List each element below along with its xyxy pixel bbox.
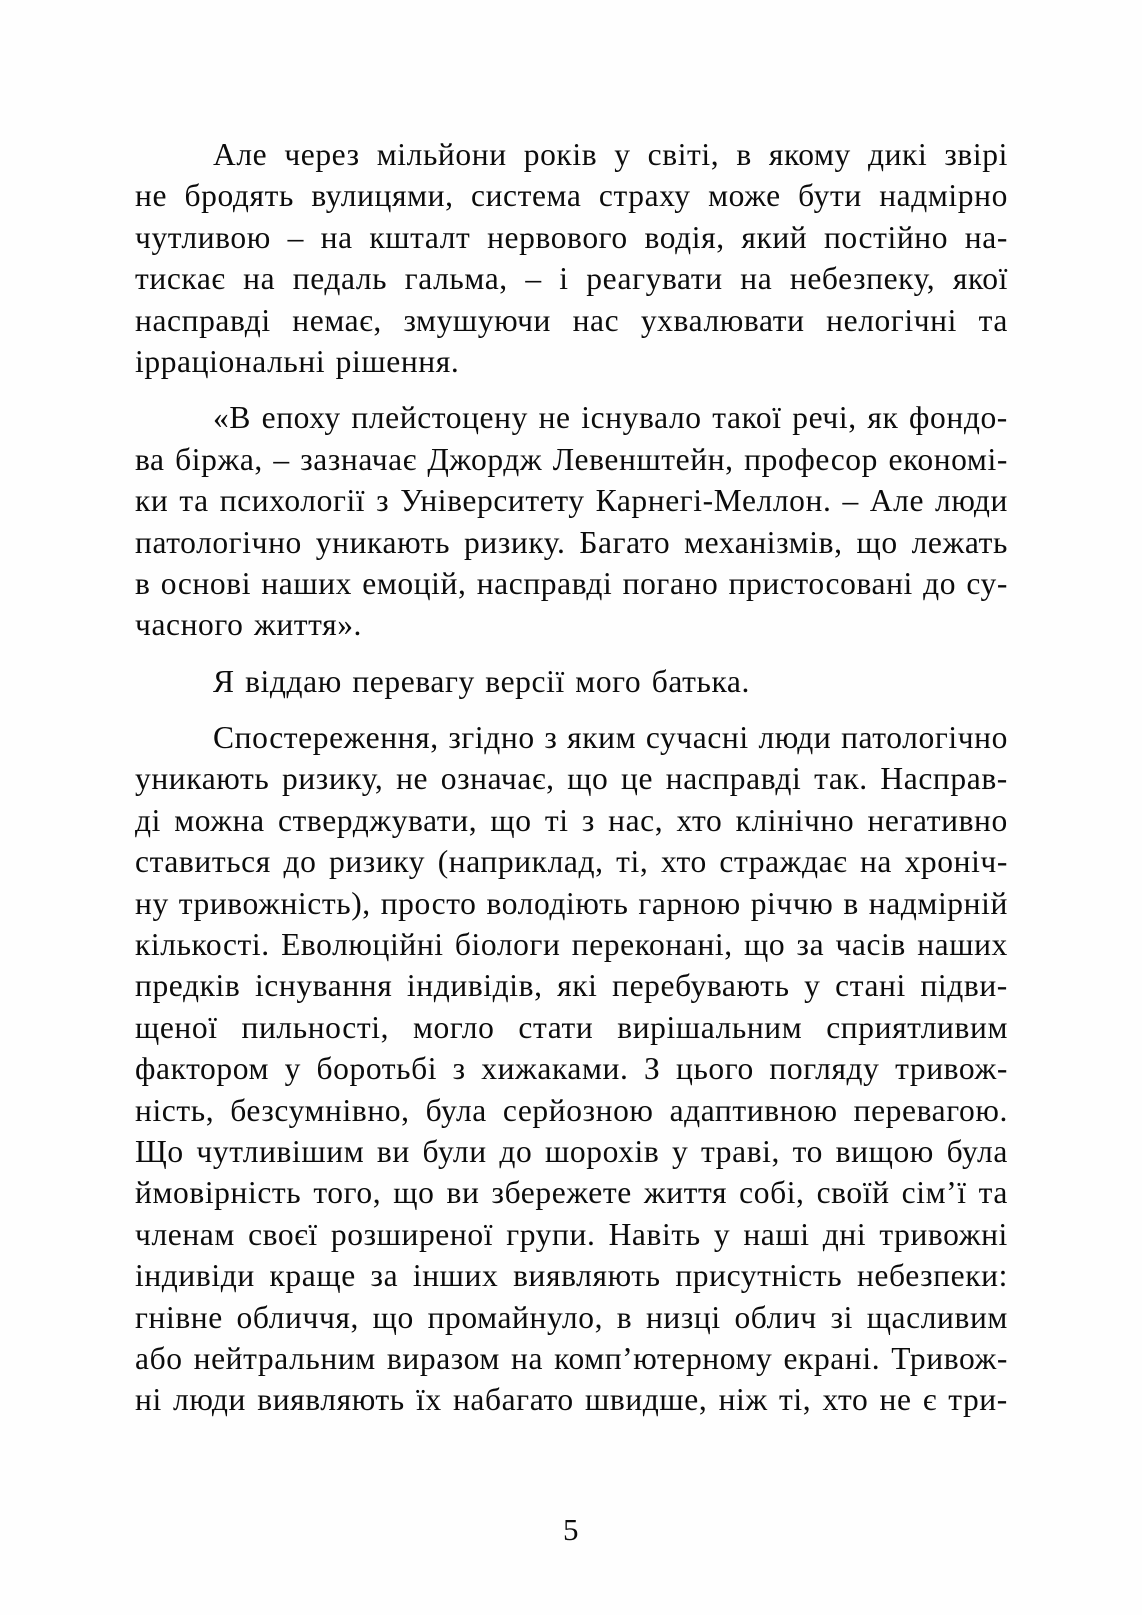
page-number: 5 <box>563 1512 579 1547</box>
text-line: ставиться до ризику (наприклад, ті, хто страждає на хроніч- <box>135 844 1008 880</box>
text-line: часного життя». <box>135 607 363 643</box>
text-line: членам своєї розширеної групи. Навіть у наші дні тривожні <box>135 1216 1008 1252</box>
paragraph <box>135 661 1008 702</box>
text-line: Що чутливішим ви були до шорохів у траві, то вищою була <box>135 1133 1008 1169</box>
text-line: предків існування індивідів, які перебувають у стані підви- <box>135 968 1008 1004</box>
text-line: Спостереження, згідно з яким сучасні люди патологічно <box>213 720 1008 756</box>
text-line: ні люди виявляють їх набагато швидше, ніж ті, хто не є три- <box>135 1382 1008 1418</box>
text-line: тискає на педаль гальма, – і реагувати на небезпеку, якої <box>135 261 1008 297</box>
paragraph <box>135 717 1008 1421</box>
text-line: ірраціональні рішення. <box>135 343 460 379</box>
text-line: «В епоху плейстоцену не існувало такої речі, як фондо- <box>213 400 1008 436</box>
text-line: ва біржа, – зазначає Джордж Левенштейн, професор економі- <box>135 441 1008 477</box>
text-line: щеної пильності, могло стати вирішальним сприятливим <box>135 1009 1008 1045</box>
text-line: в основі наших емоцій, насправді погано пристосовані до су- <box>135 565 1008 601</box>
text-line: гнівне обличчя, що промайнуло, в низці облич зі щасливим <box>135 1299 1008 1335</box>
text-line: ну тривожність), просто володіють гарною річчю в надмірній <box>135 885 1008 921</box>
paragraph <box>135 397 1008 645</box>
text-line: кількості. Еволюційні біологи переконані, що за часів наших <box>135 927 1008 963</box>
text-line: Я віддаю перевагу версії мого батька. <box>213 663 750 699</box>
text-line: ймовірність того, що ви збережете життя собі, своїй сім’ї та <box>135 1175 1008 1211</box>
text-line: патологічно уникають ризику. Багато механізмів, що лежать <box>135 524 1008 560</box>
text-line: чутливою – на кшталт нервового водія, який постійно на- <box>135 219 1008 255</box>
text-line: ді можна стверджувати, що ті з нас, хто клінічно негативно <box>135 802 1008 838</box>
text-line: не бродять вулицями, система страху може бути надмірно <box>135 178 1008 214</box>
text-line: індивіди краще за інших виявляють присутність небезпеки: <box>135 1258 1008 1294</box>
text-line: ність, безсумнівно, була серйозною адаптивною перевагою. <box>135 1092 1008 1128</box>
text-line: уникають ризику, не означає, що це насправді так. Насправ- <box>135 761 1008 797</box>
text-line: ки та психології з Університету Карнегі-Меллон. – Але люди <box>135 483 1008 519</box>
text-line: фактором у боротьбі з хижаками. З цього погляду тривож- <box>135 1051 1008 1087</box>
text-block <box>135 134 1008 1421</box>
text-line: або нейтральним виразом на комп’ютерному екрані. Тривож- <box>135 1340 1008 1376</box>
text-line: Але через мільйони років у світі, в якому дикі звірі <box>213 137 1008 172</box>
text-line: насправді немає, змушуючи нас ухвалювати нелогічні та <box>135 302 1008 338</box>
paragraph <box>135 134 1008 382</box>
